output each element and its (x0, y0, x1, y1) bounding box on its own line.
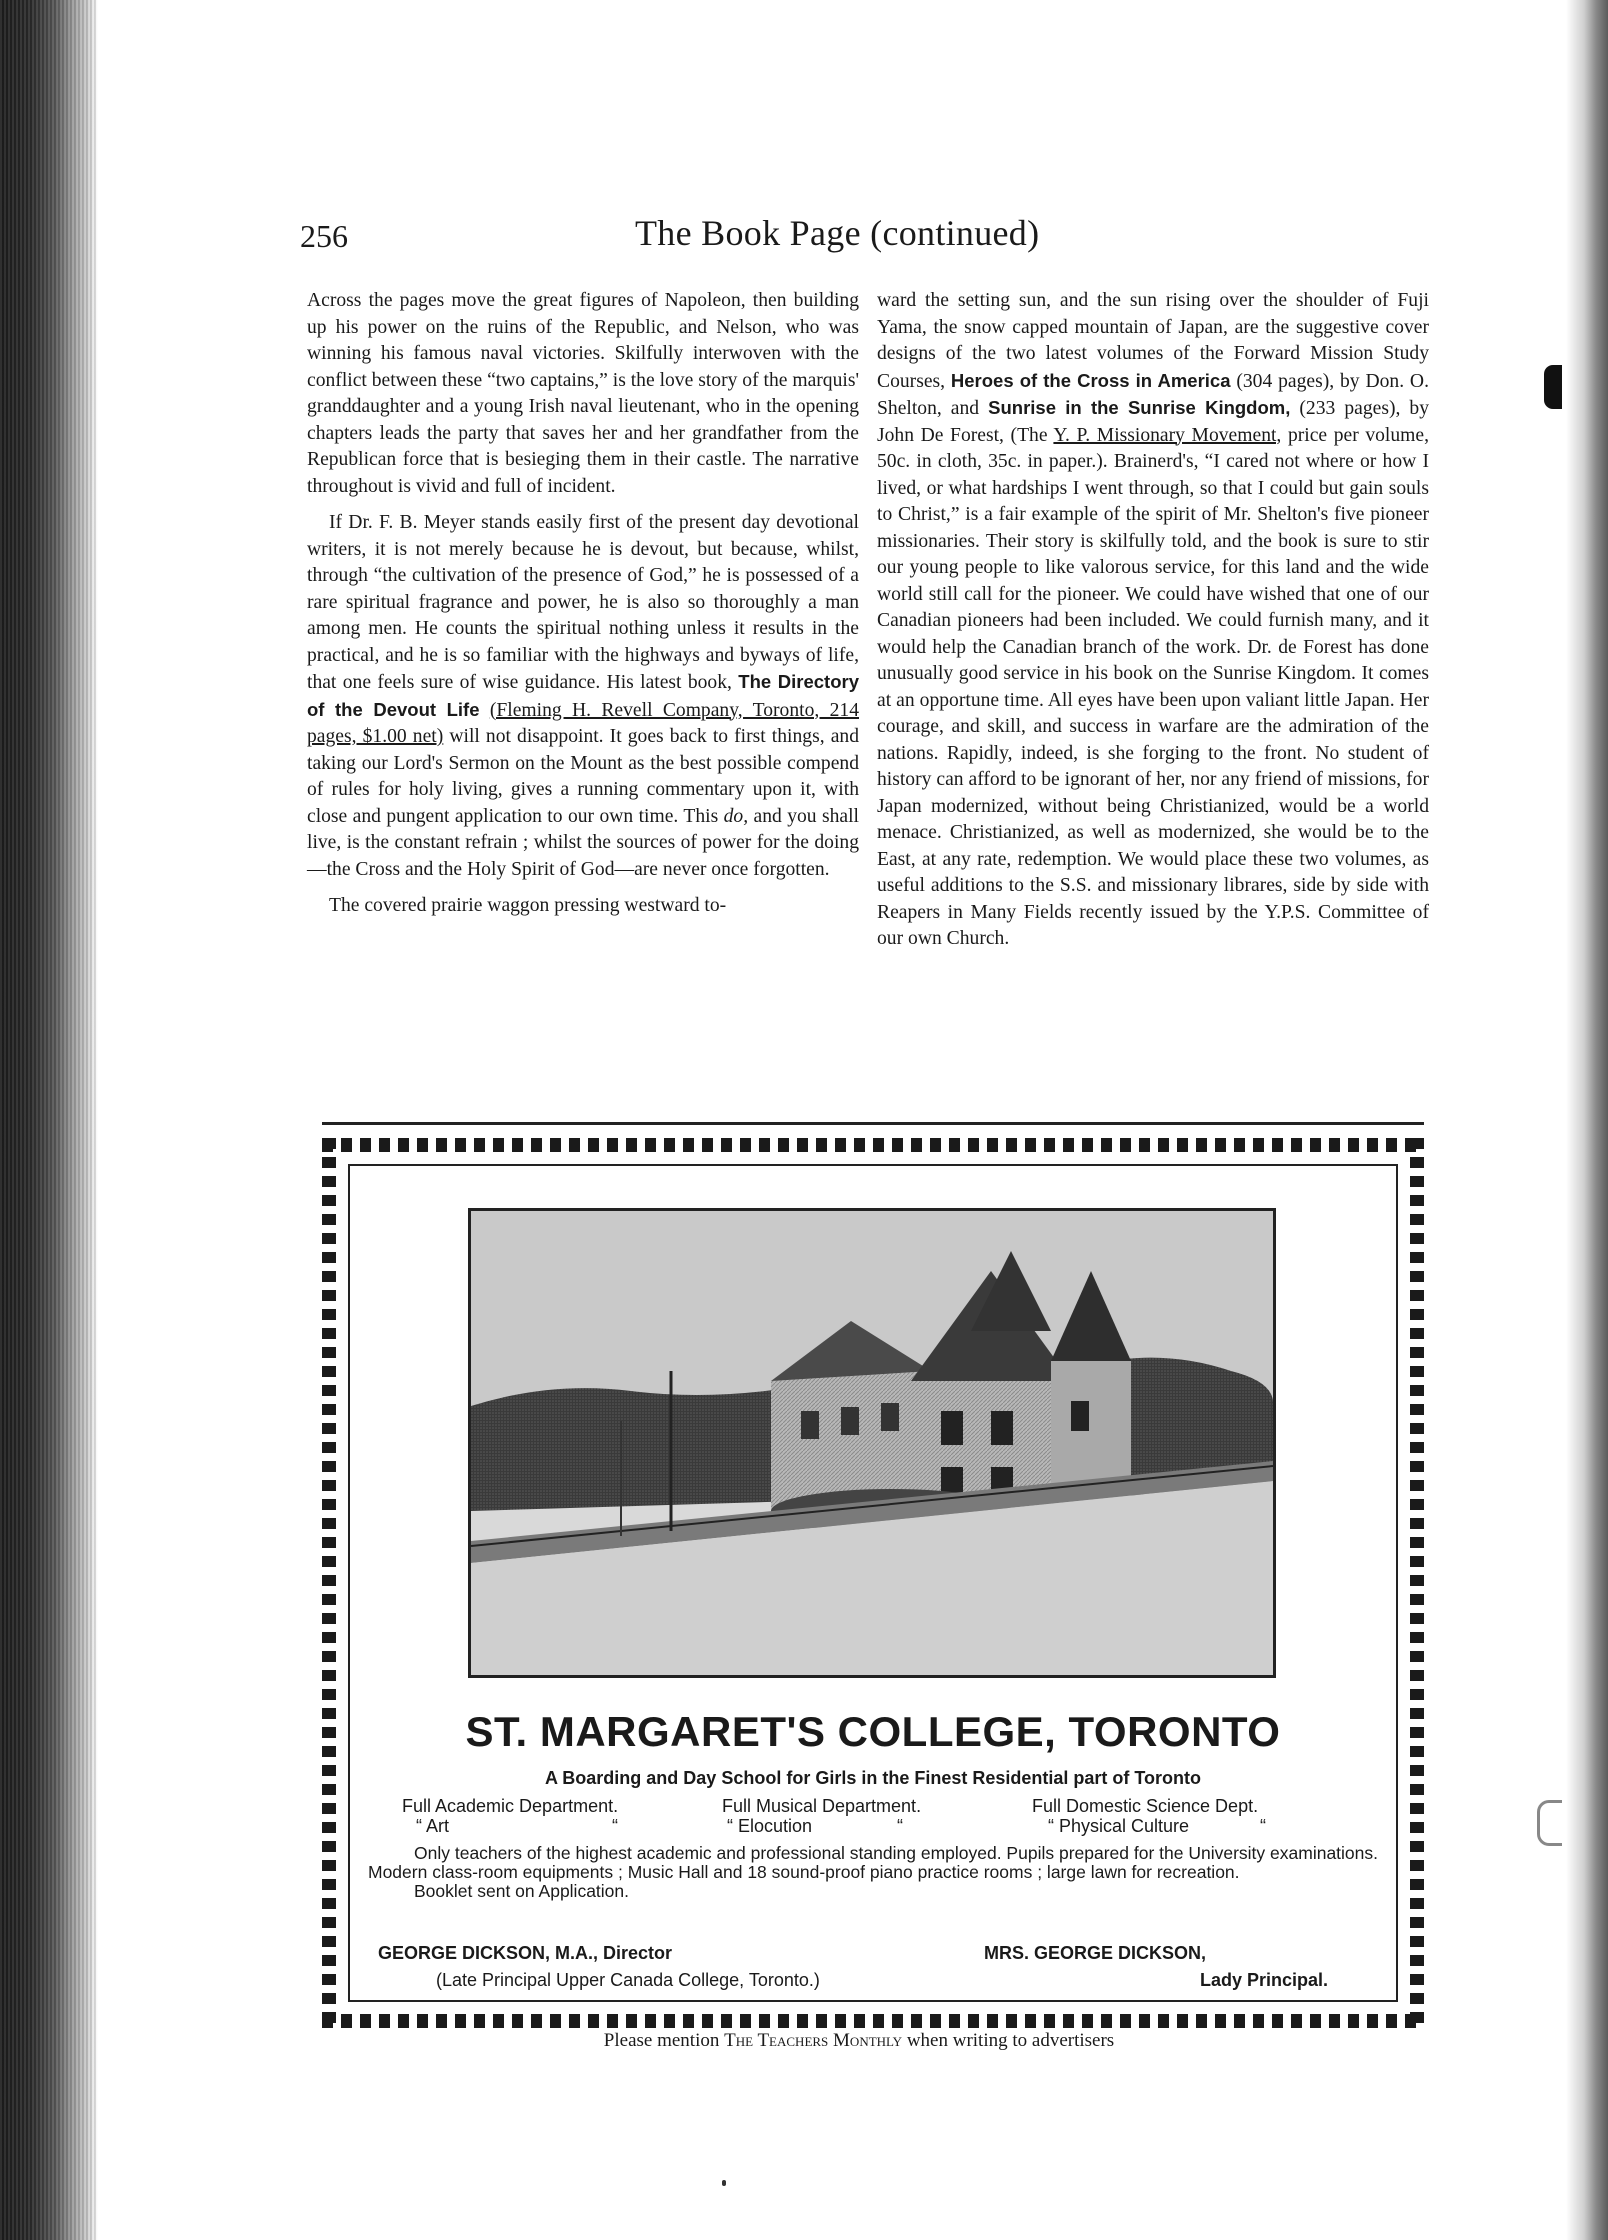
paragraph-text: (233 pages), by John De Forest, (The (877, 398, 1429, 446)
paragraph-text: (304 pages), by Don. O. Shelton, and (877, 370, 1429, 419)
ad-body-text: Only teachers of the highest academic and professional standing employed. Pupils prepared for the University examinations. Modern class-room equipments ; Music Hall and 18 sound-proof piano practice rooms ; large lawn for recreation. (368, 1843, 1379, 1882)
publication-name: The Teachers Monthly (724, 2030, 903, 2051)
department-item: “ Physical Culture (1048, 1816, 1190, 1836)
footer-text: when writing to advertisers (906, 2030, 1115, 2051)
director-note: (Late Principal Upper Canada College, Toronto.) (436, 1970, 820, 1990)
ditto-mark: “ (897, 1816, 903, 1836)
binding-hole (1544, 365, 1562, 409)
department-item: Full Musical Department. (722, 1796, 922, 1816)
book-title: Heroes of the Cross in America (950, 369, 1231, 391)
department-item: Full Academic Department. (402, 1796, 619, 1816)
ad-subtitle: A Boarding and Day School for Girls in the Finest Residential part of Toronto (544, 1768, 1202, 1788)
department-item: “ Art (416, 1816, 450, 1836)
paragraph: Across the pages move the great figures of Napoleon, then building up his power on the ruins of the Republic, and Nelson, who was winning his famous naval victories. Skilfully interwoven with the conflict between these “two captains,” is the love story of the marquis' granddaughter and a young Irish naval lieutenant, who in the opening chapters leads the party that saves her and her grandfather from the Republican force that is besieging them in their castle. The narrative throughout is vivid and full of incident. (307, 290, 859, 497)
right-column (877, 288, 1429, 953)
binding-hole (1537, 1800, 1562, 1846)
college-photo (468, 1208, 1276, 1678)
page-header (300, 212, 1430, 264)
paragraph-text: If Dr. F. B. Meyer stands easily first of the present day devotional writers, it is not merely because he is devout, but because, whilst, through “the cultivation of the presence of God,” he is possessed of a rare spiritual fragrance and power, he is also so thoroughly a man among men. He counts the spiritual nothing unless it results in the practical, and he is so familiar with the highways and byways of life, that one feels sure of wise guidance. His latest book, (307, 512, 859, 693)
footer-text: Please mention (603, 2030, 720, 2051)
book-spine-edge (0, 0, 98, 2240)
publisher-text: (Fleming H. Revell Company, Toronto, 214 pages, $1.00 net) (307, 699, 859, 747)
section-divider (322, 1122, 1424, 1125)
paragraph (307, 510, 859, 883)
ad-body (368, 1844, 1378, 1901)
paragraph-text: ward the setting sun, and the sun rising over the shoulder of Fuji Yama, the snow capped mountain of Japan, are the suggestive cover designs of the two latest volumes of the Forward Mission Study Courses, (877, 290, 1429, 392)
page-right-edge (1566, 0, 1608, 2240)
college-building-illustration (471, 1211, 1273, 1675)
ditto-mark: “ (612, 1816, 618, 1836)
page-number: 256 (300, 218, 348, 254)
paragraph-text: and you shall live, is the constant refrain ; whilst the sources of power for the doing—the Cross and the Holy Spirit of God—are never once forgotten. (307, 805, 859, 880)
director-name: GEORGE DICKSON, M.A., Director (378, 1943, 673, 1963)
department-item: “ Elocution (727, 1816, 813, 1836)
advertiser-note (0, 2030, 1608, 2052)
emphasis-text: do, (723, 805, 749, 827)
ditto-mark: “ (1260, 1816, 1266, 1836)
book-title: Sunrise in the Sunrise Kingdom, (988, 397, 1291, 418)
paragraph-text: will not disappoint. It goes back to first things, and taking our Lord's Sermon on the Mount as the best possible compend of rules for holy living, gives a running commentary upon it, with close and pungent application to our own time. This (307, 726, 859, 827)
paragraph (877, 288, 1429, 953)
page-title: The Book Page (continued) (635, 213, 1040, 253)
publisher-text: Y. P. Missionary Movement, (1053, 424, 1282, 446)
paragraph: The covered prairie waggon pressing westward to- (329, 895, 727, 916)
scan-mark (722, 2180, 726, 2186)
left-column (307, 288, 859, 920)
principal-name: MRS. GEORGE DICKSON, (984, 1943, 1207, 1963)
book-title: The Directory of the Devout Life (307, 671, 860, 720)
ad-title: ST. MARGARET'S COLLEGE, TORONTO (465, 1708, 1281, 1755)
department-item: Full Domestic Science Dept. (1032, 1796, 1259, 1816)
principal-title: Lady Principal. (1200, 1970, 1329, 1990)
paragraph-text: price per volume, 50c. in cloth, 35c. in paper.). Brainerd's, “I cared not where or how I lived, or what hardships I went through, so that I could but gain souls to Christ,” is a fair example of the spirit of Mr. Shelton's five pioneer missionaries. Their story is skilfully told, and the book is sure to stir our young people to like valorous service, for this land and the wide world still call for the pioneer. We could have wished that one of our Canadian pioneers had been included. We could furnish many, and it would help the Canadian branch of the work. Dr. de Forest has done unusually good service in his book on the Sunrise Kingdom. It comes at an opportune time. All eyes have been upon valiant little Japan. Her courage, and skill, and success in warfare are the admiration of the nations. Rapidly, indeed, is she forging to the front. No student of history can afford to be ignorant of her, nor any friend of missions, for Japan modernized, without being Christianized, would be a world menace. Christianized, as well as modernized, she would be to the East, at any rate, redemption. We would place these two volumes, as useful additions to the S.S. and missionary librares, side by side with Reapers in Many Fields recently issued by the Y.P.S. Committee of our own Church. (877, 424, 1429, 949)
advertisement (322, 1138, 1424, 2028)
booklet-note: Booklet sent on Application. (414, 1881, 630, 1901)
